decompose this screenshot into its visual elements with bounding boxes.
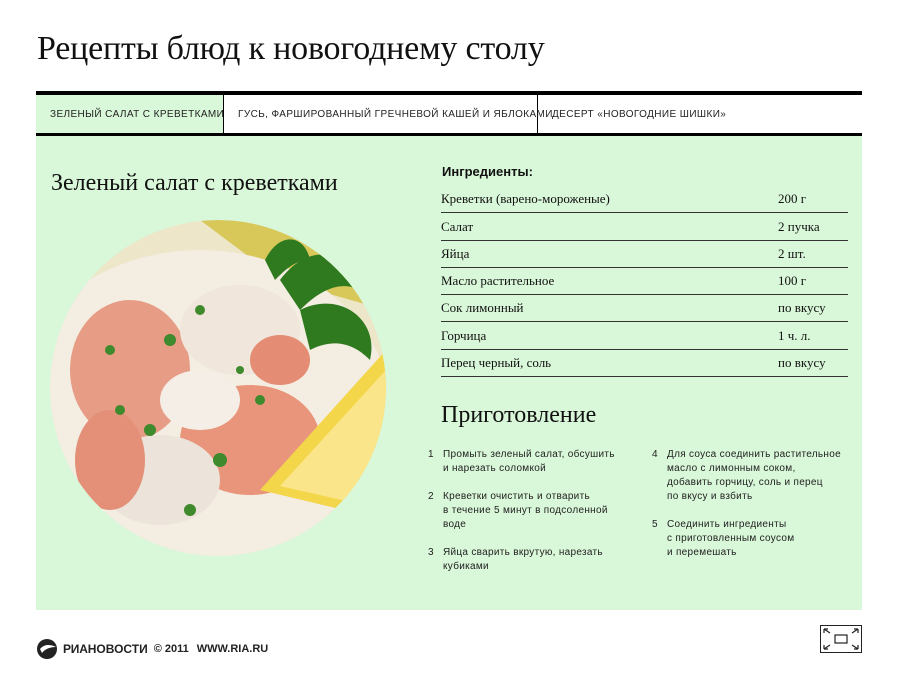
ingredient-amount: 100 г (778, 273, 807, 289)
ingredient-row (441, 186, 848, 213)
ingredient-name: Яйца (441, 245, 470, 261)
ingredient-name: Масло растительное (441, 273, 555, 289)
step-text: Для соуса соединить растительное масло с лимонным соком, добавить горчицу, соль и перец по вкусу и взбить (667, 449, 841, 502)
site-url[interactable]: WWW.RIA.RU (196, 643, 269, 655)
ingredient-name: Салат (441, 218, 474, 234)
ingredient-name: Сок лимонный (441, 300, 524, 316)
step-text: Промыть зеленый салат, обсушить и нарезать соломкой (443, 449, 615, 474)
ingredient-row (441, 350, 848, 377)
ingredient-row (441, 241, 848, 268)
ingredient-amount: по вкусу (778, 355, 826, 371)
recipe-tabs (36, 91, 862, 136)
logo-novosti-text: НОВОСТИ (87, 642, 148, 656)
ingredient-row (441, 295, 848, 322)
ingredient-row (441, 213, 848, 240)
step-number: 5 (652, 519, 658, 530)
step-text: Яйца сварить вкрутую, нарезать кубиками (443, 547, 603, 572)
ingredients-heading: Ингредиенты: (442, 164, 533, 179)
ingredient-amount: 2 шт. (778, 245, 806, 261)
tab-green-salad[interactable]: ЗЕЛЕНЫЙ САЛАТ С КРЕВЕТКАМИ (36, 95, 224, 133)
recipe-panel (36, 136, 862, 610)
footer-logo[interactable] (36, 638, 268, 660)
step-text: Креветки очистить и отварить в течение 5 минут в подсоленной воде (443, 491, 608, 530)
step-number: 4 (652, 449, 658, 460)
step-text: Соединить ингредиенты с приготовленным соусом и перемешать (667, 519, 795, 558)
ingredient-name: Перец черный, соль (441, 355, 552, 371)
preparation-heading: Приготовление (441, 402, 597, 428)
copyright-text: © 2011 (153, 643, 189, 655)
ingredient-amount: 200 г (778, 191, 807, 207)
ingredient-amount: по вкусу (778, 300, 826, 316)
ingredient-name: Креветки (варено-мороженые) (441, 191, 610, 207)
dish-photo (50, 220, 386, 556)
logo-ria-text: РИА (63, 642, 88, 656)
step-number: 2 (428, 491, 434, 502)
fullscreen-button[interactable] (820, 625, 862, 653)
ingredient-row (441, 322, 848, 349)
tab-stuffed-goose[interactable]: ГУСЬ, ФАРШИРОВАННЫЙ ГРЕЧНЕВОЙ КАШЕЙ И ЯБЛОКАМИ (224, 95, 538, 133)
fullscreen-icon (821, 626, 861, 652)
ingredient-amount: 2 пучка (778, 218, 820, 234)
step-number: 3 (428, 547, 434, 558)
ingredient-amount: 1 ч. л. (778, 327, 811, 343)
ingredient-row (441, 268, 848, 295)
ria-logo-icon (36, 638, 60, 660)
ingredients-table (441, 186, 848, 377)
recipe-title: Зеленый салат с креветками (51, 170, 338, 196)
ingredient-name: Горчица (441, 327, 487, 343)
page-title: Рецепты блюд к новогоднему столу (37, 30, 545, 67)
tab-dessert-cones[interactable]: ДЕСЕРТ «НОВОГОДНИЕ ШИШКИ» (552, 108, 727, 120)
step-number: 1 (428, 449, 434, 460)
